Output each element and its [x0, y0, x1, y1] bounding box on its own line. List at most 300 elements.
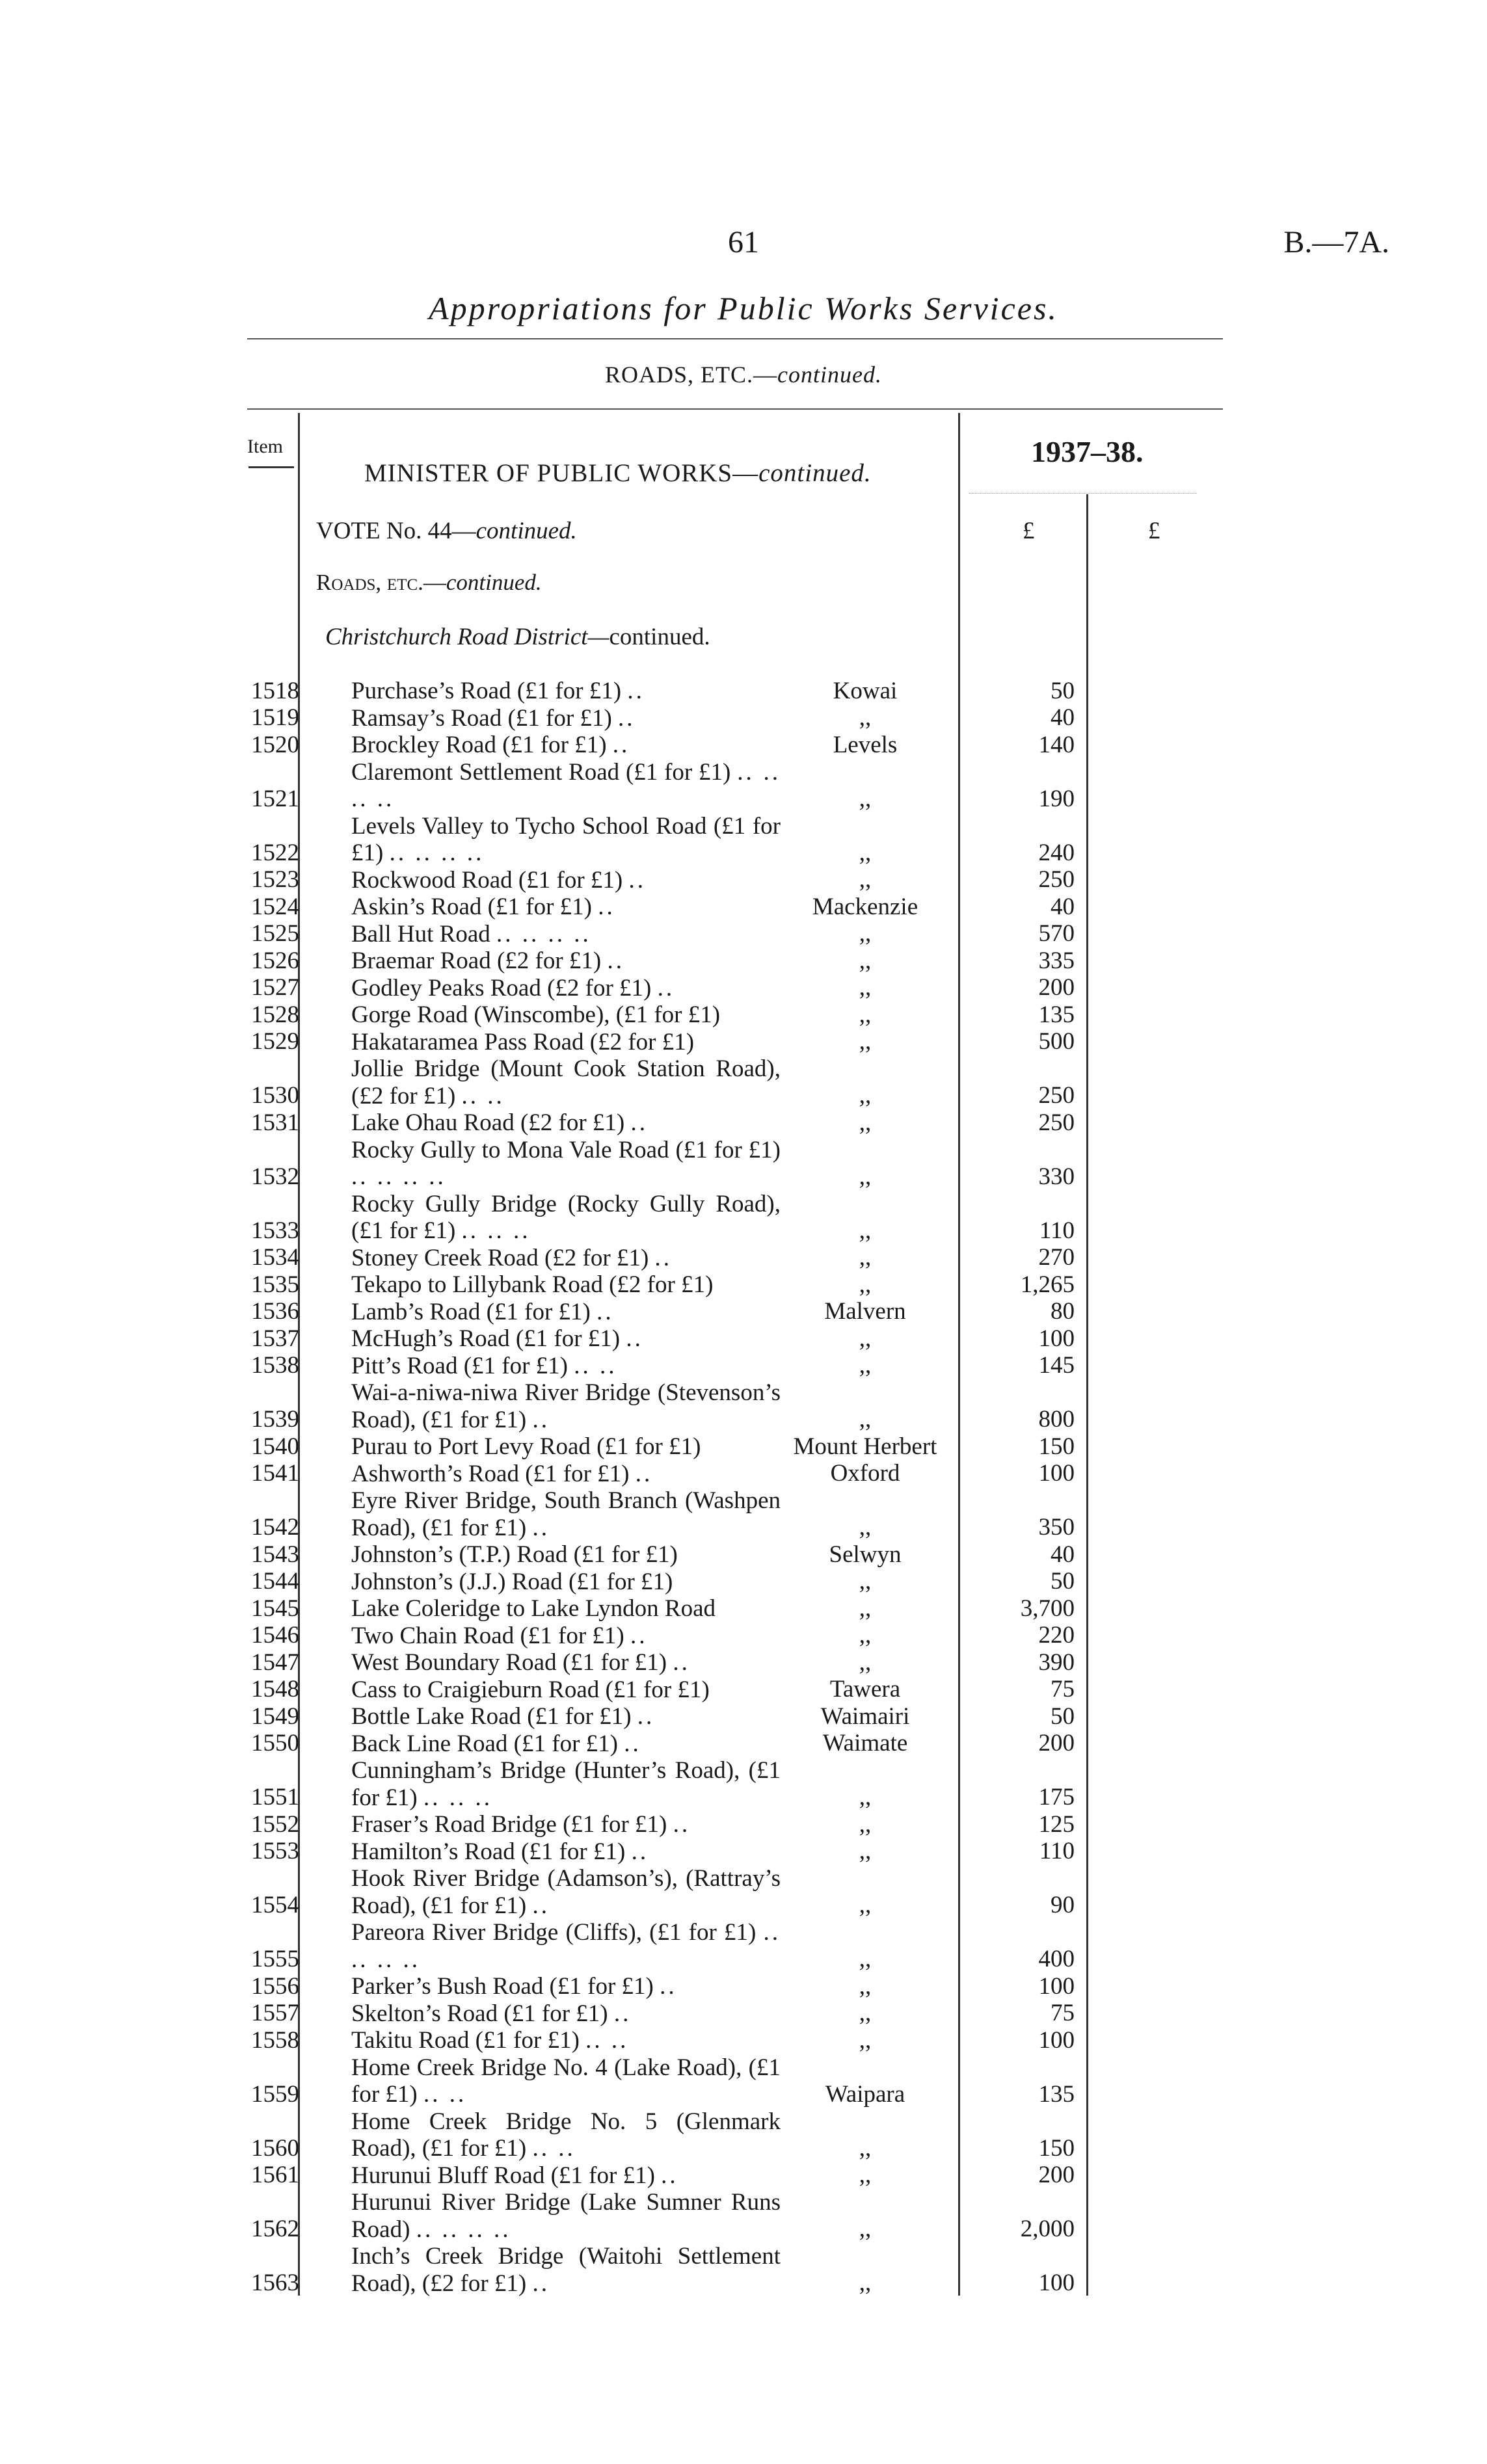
table-row [0, 1379, 1487, 1433]
amount: 100 [1038, 1460, 1075, 1487]
item-description [351, 2027, 781, 2054]
roads-subheading-continued: continued. [446, 570, 542, 595]
pound-header-amount: £ [1023, 518, 1035, 544]
amount: 500 [1038, 1028, 1075, 1055]
item-number: 1551 [251, 1784, 299, 1810]
description-text: West Boundary Road (£1 for £1) [351, 1649, 667, 1676]
item-number: 1528 [251, 1001, 299, 1028]
item-number: 1531 [251, 1109, 299, 1136]
location: ,, [859, 785, 872, 812]
ministry-heading-main: MINISTER OF PUBLIC WORKS— [364, 459, 759, 487]
amount: 800 [1038, 1406, 1075, 1433]
amount: 1,265 [1020, 1271, 1075, 1298]
amount: 135 [1038, 1001, 1075, 1028]
item-number: 1553 [251, 1838, 299, 1864]
dot-leader: .. .. .. [461, 1217, 531, 1244]
dot-leader: .. [654, 1244, 673, 1271]
location: ,, [859, 1406, 872, 1433]
table-row [0, 2189, 1487, 2243]
item-description [351, 2162, 781, 2190]
item-number: 1532 [251, 1163, 299, 1190]
location: ,, [859, 1514, 872, 1541]
item-description [351, 1757, 781, 1811]
item-number: 1556 [251, 1972, 299, 2000]
location: ,, [859, 1217, 872, 1244]
item-number: 1527 [251, 974, 299, 1001]
table-row [0, 1325, 1487, 1353]
item-number: 1537 [251, 1325, 299, 1352]
table-row [0, 1919, 1487, 1973]
location: ,, [859, 974, 872, 1001]
document-reference: B.—7A. [1283, 225, 1389, 259]
item-number: 1541 [251, 1460, 299, 1487]
item-description [351, 1109, 781, 1137]
description-text: Ball Hut Road [351, 920, 490, 947]
amount: 330 [1038, 1163, 1075, 1190]
dot-leader: .. [627, 678, 645, 704]
location: ,, [859, 1163, 872, 1190]
page-title: Appropriations for Public Works Services. [429, 290, 1058, 326]
dot-leader: .. .. .. [423, 1784, 492, 1811]
section-title [0, 361, 1487, 388]
amount: 220 [1038, 1622, 1075, 1649]
description-text: Purchase’s Road (£1 for £1) [351, 678, 622, 704]
location: Selwyn [829, 1541, 902, 1568]
amount: 40 [1051, 1541, 1075, 1568]
amount: 150 [1038, 2134, 1075, 2162]
description-text: Rocky Gully Bridge (Rocky Gully Road), (£1 for £1) [351, 1190, 781, 1244]
description-text: Levels Valley to Tycho School Road (£1 for £1) [351, 812, 781, 866]
dot-leader: .. [630, 1109, 648, 1136]
dot-leader: .. [613, 2000, 632, 2027]
dot-leader: .. .. [574, 1352, 617, 1379]
dot-leader: .. .. .. .. [351, 758, 781, 812]
item-description [351, 1865, 781, 1919]
item-description [351, 1649, 781, 1676]
item-number: 1543 [251, 1541, 299, 1568]
amount: 100 [1038, 1325, 1075, 1352]
location: ,, [859, 1972, 872, 2000]
district-heading [325, 623, 710, 651]
item-number: 1533 [251, 1217, 299, 1244]
pound-header-subtotal: £ [1148, 518, 1160, 544]
table-row [0, 1865, 1487, 1919]
location: ,, [859, 1244, 872, 1271]
item-description [351, 1029, 781, 1056]
roads-subheading-main: Roads, etc.— [316, 570, 446, 595]
item-description [351, 2000, 781, 2028]
dot-leader: .. [612, 732, 630, 758]
table-row [0, 975, 1487, 1002]
description-text: Hurunui River Bridge (Lake Sumner Runs Road) [351, 2189, 781, 2243]
item-number: 1545 [251, 1595, 299, 1622]
dot-leader: .. [635, 1460, 653, 1487]
description-text: Jollie Bridge (Mount Cook Station Road), (£2 for £1) [351, 1055, 781, 1109]
dot-leader: .. .. [461, 1082, 505, 1109]
item-number: 1549 [251, 1702, 299, 1730]
amount: 140 [1038, 731, 1075, 758]
dot-leader: .. [657, 974, 675, 1001]
description-text: Cass to Craigieburn Road (£1 for £1) [351, 1676, 710, 1703]
item-description [351, 2189, 781, 2243]
item-description [351, 947, 781, 975]
item-description [351, 867, 781, 894]
table-row [0, 2027, 1487, 2054]
dot-leader: .. [596, 1298, 614, 1325]
item-number: 1560 [251, 2134, 299, 2162]
description-text: Brockley Road (£1 for £1) [351, 732, 607, 758]
table-row [0, 894, 1487, 921]
location: ,, [859, 1946, 872, 1972]
table-row [0, 1569, 1487, 1596]
description-text: Rockwood Road (£1 for £1) [351, 866, 623, 894]
description-text: Stoney Creek Road (£2 for £1) [351, 1244, 649, 1271]
item-number: 1557 [251, 2000, 299, 2026]
location: Levels [833, 731, 898, 758]
item-description [351, 1811, 781, 1838]
item-description [351, 1055, 781, 1109]
description-text: Skelton’s Road (£1 for £1) [351, 2000, 608, 2027]
location: Waipara [825, 2080, 905, 2108]
table-row [0, 732, 1487, 759]
table-row [0, 1271, 1487, 1299]
description-text: Lake Ohau Road (£2 for £1) [351, 1109, 625, 1136]
amount: 250 [1038, 1109, 1075, 1136]
amount: 50 [1051, 677, 1075, 704]
amount: 200 [1038, 2162, 1075, 2188]
location: ,, [859, 1622, 872, 1649]
year-rule [969, 493, 1197, 494]
district-heading-continued: continued. [609, 624, 710, 650]
amount: 150 [1038, 1433, 1075, 1460]
vote-heading [316, 517, 577, 545]
dot-leader: .. [532, 1892, 550, 1919]
item-description [351, 2108, 781, 2162]
location: ,, [859, 1352, 872, 1379]
item-number: 1535 [251, 1271, 299, 1298]
item-number: 1561 [251, 2162, 299, 2188]
amount: 240 [1038, 839, 1075, 866]
item-description [351, 1137, 781, 1191]
location: Oxford [830, 1460, 900, 1487]
vote-heading-main: VOTE No. 44— [316, 518, 476, 544]
description-text: Takitu Road (£1 for £1) [351, 2027, 580, 2054]
dot-leader: .. [532, 1406, 550, 1433]
table-row [0, 1676, 1487, 1704]
description-text: Ashworth’s Road (£1 for £1) [351, 1460, 630, 1487]
item-description [351, 1730, 781, 1758]
amount: 250 [1038, 1082, 1075, 1109]
item-description [351, 732, 781, 759]
table-row [0, 1461, 1487, 1488]
section-title-main: ROADS, ETC.— [605, 362, 778, 388]
item-description [351, 678, 781, 705]
table-row [0, 705, 1487, 732]
description-text: Ramsay’s Road (£1 for £1) [351, 704, 612, 732]
item-description [351, 1838, 781, 1866]
item-number: 1538 [251, 1352, 299, 1379]
table-row [0, 1137, 1487, 1191]
description-text: Back Line Road (£1 for £1) [351, 1730, 618, 1757]
amount: 200 [1038, 974, 1075, 1001]
dot-leader: .. [607, 947, 625, 974]
item-number: 1559 [251, 2080, 299, 2108]
amount: 50 [1051, 1568, 1075, 1595]
table-row [0, 1730, 1487, 1758]
item-description [351, 2243, 781, 2297]
location: ,, [859, 704, 872, 731]
location: ,, [859, 1838, 872, 1864]
table-row [0, 2108, 1487, 2162]
description-text: Fraser’s Road Bridge (£1 for £1) [351, 1811, 667, 1838]
amount: 90 [1051, 1892, 1075, 1918]
location: ,, [859, 1028, 872, 1055]
location: ,, [859, 1109, 872, 1136]
location: Malvern [824, 1298, 906, 1325]
amount: 40 [1051, 704, 1075, 731]
description-text: Johnston’s (J.J.) Road (£1 for £1) [351, 1568, 673, 1595]
item-number: 1558 [251, 2026, 299, 2054]
description-text: Hook River Bridge (Adamson’s), (Rattray’s Road), (£1 for £1) [351, 1865, 781, 1919]
item-description [351, 1919, 781, 1973]
amount: 390 [1038, 1649, 1075, 1676]
table-row [0, 1649, 1487, 1676]
location: ,, [859, 1001, 872, 1028]
table-row [0, 1973, 1487, 2000]
location: Kowai [833, 677, 898, 704]
vote-heading-continued: continued. [476, 518, 577, 544]
table-top-rule [247, 408, 1223, 410]
amount: 3,700 [1020, 1595, 1075, 1622]
description-text: Braemar Road (£2 for £1) [351, 947, 602, 974]
location: ,, [859, 947, 872, 974]
item-number: 1547 [251, 1649, 299, 1676]
dot-leader: .. [626, 1325, 643, 1352]
dot-leader: .. .. .. .. [389, 840, 485, 866]
item-description [351, 759, 781, 813]
amount: 100 [1038, 2270, 1075, 2296]
dot-leader: .. [673, 1811, 691, 1838]
description-text: Eyre River Bridge, South Branch (Washpen Road), (£1 for £1) [351, 1487, 781, 1541]
description-text: Pareora River Bridge (Cliffs), (£1 for £1) [351, 1919, 757, 1946]
location: ,, [859, 1568, 872, 1595]
item-description [351, 1325, 781, 1353]
amount: 175 [1038, 1784, 1075, 1810]
item-number: 1525 [251, 920, 299, 947]
description-text: Purau to Port Levy Road (£1 for £1) [351, 1433, 701, 1460]
table-row [0, 1001, 1487, 1029]
item-number: 1522 [251, 839, 299, 866]
dot-leader: .. .. .. .. [496, 920, 591, 947]
location: ,, [859, 1892, 872, 1918]
item-number: 1554 [251, 1892, 299, 1918]
amount: 570 [1038, 920, 1075, 947]
description-text: Tekapo to Lillybank Road (£2 for £1) [351, 1271, 714, 1298]
description-text: Hurunui Bluff Road (£1 for £1) [351, 2162, 655, 2189]
item-description [351, 813, 781, 867]
table-row [0, 921, 1487, 948]
table-row [0, 947, 1487, 975]
amount: 75 [1051, 1676, 1075, 1702]
table-row [0, 1029, 1487, 1056]
dot-leader: .. [624, 1730, 641, 1757]
amount: 50 [1051, 1702, 1075, 1730]
location: Mount Herbert [793, 1433, 937, 1460]
location: ,, [859, 866, 872, 893]
location: ,, [859, 2162, 872, 2188]
location: ,, [859, 2000, 872, 2026]
item-number: 1555 [251, 1946, 299, 1972]
item-description [351, 1001, 781, 1029]
item-number: 1548 [251, 1676, 299, 1702]
location: ,, [859, 1325, 872, 1352]
amount: 350 [1038, 1514, 1075, 1541]
description-text: Hakataramea Pass Road (£2 for £1) [351, 1028, 695, 1055]
item-number: 1540 [251, 1433, 299, 1460]
item-number: 1539 [251, 1406, 299, 1433]
item-number: 1552 [251, 1810, 299, 1838]
location: ,, [859, 2216, 872, 2242]
item-number: 1550 [251, 1730, 299, 1756]
location: ,, [859, 1784, 872, 1810]
title-rule [247, 338, 1223, 339]
item-number: 1544 [251, 1568, 299, 1595]
item-description [351, 1676, 781, 1704]
year-header: 1937–38. [1031, 435, 1144, 468]
location: Waimairi [820, 1702, 910, 1730]
item-number: 1530 [251, 1082, 299, 1109]
item-number: 1542 [251, 1514, 299, 1541]
amount: 335 [1038, 947, 1075, 974]
item-description [351, 1245, 781, 1272]
item-description [351, 1271, 781, 1299]
item-number: 1546 [251, 1622, 299, 1649]
item-description [351, 1623, 781, 1650]
amount: 270 [1038, 1244, 1075, 1271]
item-number: 1534 [251, 1244, 299, 1271]
dot-leader: .. [630, 1622, 648, 1649]
amount: 75 [1051, 2000, 1075, 2026]
item-number: 1521 [251, 785, 299, 812]
amount: 40 [1051, 893, 1075, 920]
item-number: 1523 [251, 866, 299, 893]
item-number: 1536 [251, 1298, 299, 1325]
dot-leader: .. .. [585, 2027, 629, 2054]
table-row [0, 813, 1487, 867]
item-description [351, 975, 781, 1002]
location: ,, [859, 1649, 872, 1676]
location: ,, [859, 1595, 872, 1622]
item-number: 1519 [251, 704, 299, 731]
ministry-heading-continued: continued. [758, 459, 872, 487]
table-row [0, 1109, 1487, 1137]
location: Tawera [829, 1676, 901, 1702]
item-description [351, 1353, 781, 1380]
dot-leader: .. .. .. .. [351, 1163, 446, 1190]
item-description [351, 2054, 781, 2108]
location: ,, [859, 920, 872, 947]
item-description [351, 1703, 781, 1730]
item-column-header: Item [247, 436, 283, 457]
item-number: 1520 [251, 731, 299, 758]
item-description [351, 1379, 781, 1433]
description-text: Home Creek Bridge No. 5 (Glenmark Road), (£1 for £1) [351, 2108, 781, 2162]
table-row [0, 1811, 1487, 1838]
amount: 110 [1039, 1217, 1075, 1244]
dot-leader: .. .. .. .. [416, 2216, 511, 2243]
table-row [0, 1487, 1487, 1541]
item-number: 1562 [251, 2216, 299, 2242]
item-description [351, 1595, 781, 1623]
table-row [0, 1541, 1487, 1569]
amount: 110 [1039, 1838, 1075, 1864]
table-row [0, 1353, 1487, 1380]
table-row [0, 1757, 1487, 1811]
description-text: Home Creek Bridge No. 4 (Lake Road), (£1 for £1) [351, 2054, 781, 2108]
description-text: Inch’s Creek Bridge (Waitohi Settlement Road), (£2 for £1) [351, 2243, 781, 2297]
table-row [0, 1245, 1487, 1272]
location: ,, [859, 839, 872, 866]
description-text: Hamilton’s Road (£1 for £1) [351, 1838, 626, 1865]
description-text: Pitt’s Road (£1 for £1) [351, 1352, 568, 1379]
ministry-heading [364, 458, 872, 488]
amount: 100 [1038, 2026, 1075, 2054]
location: ,, [859, 1271, 872, 1298]
item-number: 1524 [251, 893, 299, 920]
dot-leader: .. [661, 2162, 678, 2189]
table-row [0, 1623, 1487, 1650]
description-text: Bottle Lake Road (£1 for £1) [351, 1703, 632, 1730]
amount: 135 [1038, 2080, 1075, 2108]
description-text: Lamb’s Road (£1 for £1) [351, 1298, 591, 1325]
table-row [0, 1595, 1487, 1623]
item-description [351, 1299, 781, 1326]
table-row [0, 759, 1487, 813]
dot-leader: .. [673, 1649, 690, 1676]
item-description [351, 1433, 781, 1461]
description-text: Gorge Road (Winscombe), (£1 for £1) [351, 1001, 721, 1028]
dot-leader: .. [631, 1838, 649, 1865]
page-number: 61 [728, 225, 759, 259]
table-row [0, 1299, 1487, 1326]
table-row [0, 2000, 1487, 2028]
dot-leader: .. [532, 2270, 550, 2297]
item-number: 1529 [251, 1028, 299, 1055]
item-description [351, 1461, 781, 1488]
table-row [0, 867, 1487, 894]
description-text: Askin’s Road (£1 for £1) [351, 894, 592, 920]
item-description [351, 1541, 781, 1569]
item-description [351, 705, 781, 732]
location: ,, [859, 1810, 872, 1838]
description-text: Two Chain Road (£1 for £1) [351, 1622, 624, 1649]
item-description [351, 1569, 781, 1596]
item-header-rule [248, 466, 294, 468]
item-description [351, 1487, 781, 1541]
table-row [0, 1191, 1487, 1245]
dot-leader: .. [618, 704, 636, 732]
location: Waimate [822, 1730, 908, 1756]
location: ,, [859, 2270, 872, 2296]
amount: 145 [1038, 1352, 1075, 1379]
dot-leader: .. [637, 1703, 655, 1730]
dot-leader: .. [598, 894, 615, 920]
dot-leader: .. [532, 1514, 550, 1541]
amount: 400 [1038, 1946, 1075, 1972]
amount: 100 [1038, 1972, 1075, 2000]
description-text: Claremont Settlement Road (£1 for £1) [351, 758, 731, 786]
table-row [0, 1838, 1487, 1866]
